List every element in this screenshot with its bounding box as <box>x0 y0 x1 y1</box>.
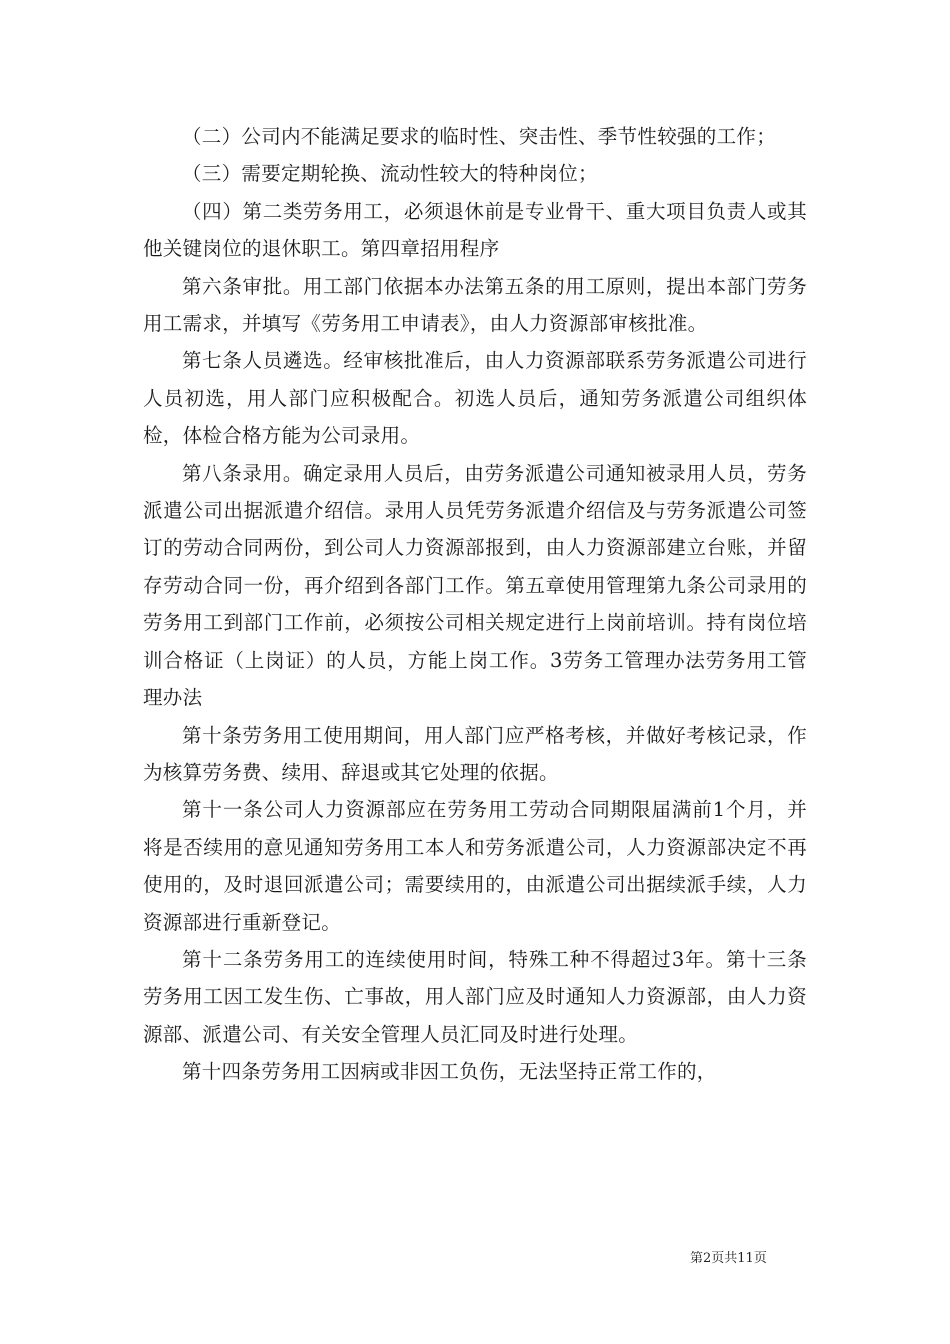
paragraph-item-2: （二）公司内不能满足要求的临时性、突击性、季节性较强的工作； <box>182 125 777 148</box>
paragraph-item-3: （三）需要定期轮换、流动性较大的特种岗位； <box>182 162 598 186</box>
article-7-paragraph: 第七条人员遴选。经审核批准后，由人力资源部联系劳务派遣公司进行人员初选，用人部门应积极配合。初选人员后，通知劳务派遣公司组织体检，体检合格方能为公司录用。 <box>143 349 807 448</box>
article-6-paragraph: 第六条审批。用工部门依据本办法第五条的用工原则，提出本部门劳务用工需求，并填写《劳务用工申请表》，由人力资源部审核批准。 <box>143 274 807 336</box>
page-number: 第2页共11页 <box>690 1251 767 1266</box>
article-14-paragraph: 第十四条劳务用工因病或非因工负伤，无法坚持正常工作的， <box>182 1060 717 1084</box>
article-11-paragraph: 第十一条公司人力资源部应在劳务用工劳动合同期限届满前1个月，并将是否续用的意见通知劳务用工本人和劳务派遣公司，人力资源部决定不再使用的，及时退回派遣公司；需要续用的，由派遣公司出据续派手续，人力资源部进行重新登记。 <box>143 798 807 934</box>
article-12-paragraph: 第十二条劳务用工的连续使用时间，特殊工种不得超过3年。第十三条劳务用工因工发生伤、亡事故，用人部门应及时通知人力资源部，由人力资源部、派遣公司、有关安全管理人员汇同及时进行处理。 <box>143 947 807 1046</box>
document-body <box>143 118 807 1091</box>
paragraph-item-4: （四）第二类劳务用工，必须退休前是专业骨干、重大项目负责人或其他关键岗位的退休职工。第四章招用程序 <box>143 199 807 261</box>
article-8-paragraph: 第八条录用。确定录用人员后，由劳务派遣公司通知被录用人员，劳务派遣公司出据派遣介绍信。录用人员凭劳务派遣介绍信及与劳务派遣公司签订的劳动合同两份，到公司人力资源部报到，由人力资源部建立台账，并留存劳动合同一份，再介绍到各部门工作。第五章使用管理第九条公司录用的劳务用工到部门工作前，必须按公司相关规定进行上岗前培训。持有岗位培训合格证（上岗证）的人员，方能上岗工作。3劳务工管理办法劳务用工管理办法 <box>143 461 807 710</box>
article-10-paragraph: 第十条劳务用工使用期间，用人部门应严格考核，并做好考核记录，作为核算劳务费、续用、辞退或其它处理的依据。 <box>143 723 807 784</box>
